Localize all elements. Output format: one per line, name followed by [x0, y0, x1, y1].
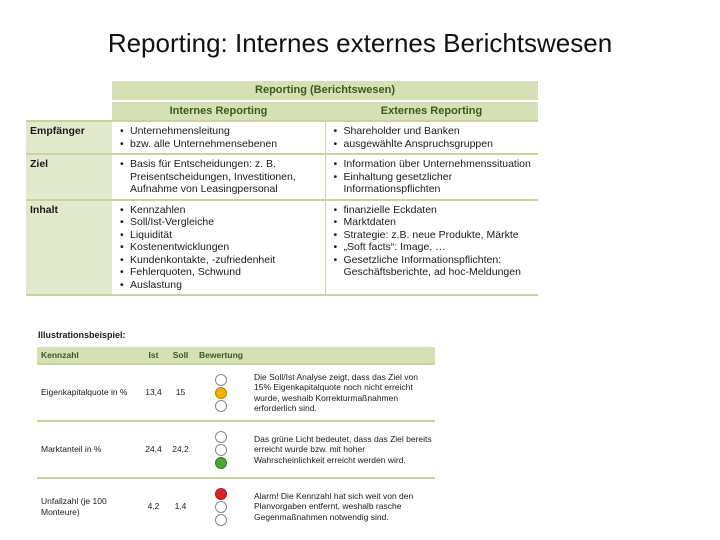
lamp-red-icon	[215, 374, 227, 386]
bullet-item: • ausgewählte Anspruchsgruppen	[333, 138, 535, 151]
bullet-item: • Liquidität	[119, 229, 321, 242]
table-row	[37, 477, 435, 534]
bewertung-cell	[194, 488, 248, 526]
bullet-list	[333, 204, 535, 279]
lamp-green-icon	[215, 514, 227, 526]
reporting-table	[26, 81, 538, 296]
table-row	[37, 363, 435, 420]
kennzahl-cell: Eigenkapitalquote in %	[41, 387, 128, 398]
cell-external	[326, 122, 539, 153]
kennzahl-cell: Unfallzahl (je 100 Monteure)	[41, 496, 107, 517]
bullet-item: • Marktdaten	[333, 216, 535, 229]
bullet-item: • bzw. alle Unternehmensebenen	[119, 138, 321, 151]
lamp-green-icon	[215, 457, 227, 469]
bullet-item: • finanzielle Eckdaten	[333, 204, 535, 217]
bullet-item: • Unternehmensleitung	[119, 125, 321, 138]
header-ist: Ist	[148, 350, 159, 360]
bewertung-cell	[194, 431, 248, 469]
reporting-table-column-headers	[112, 102, 538, 120]
comment-cell: Alarm! Die Kennzahl hat sich weit von den Planvorgaben entfernt, weshalb rasche Gegenmaßnahmen notwendig sind.	[254, 490, 414, 522]
header-soll: Soll	[172, 350, 189, 360]
ist-cell: 13,4	[145, 387, 162, 398]
reporting-table-title: Reporting (Berichtswesen)	[112, 81, 538, 102]
illustration-heading: Illustrationsbeispiel:	[38, 330, 126, 340]
cell-external	[326, 155, 539, 199]
lamp-red-icon	[215, 431, 227, 443]
header-bewertung: Bewertung	[199, 350, 243, 360]
table-row	[26, 199, 538, 297]
bullet-item: • Einhaltung gesetzlicher Informationspflichten	[333, 171, 535, 196]
column-header-internal: Internes Reporting	[169, 105, 268, 117]
cell-internal	[112, 122, 326, 153]
table-row	[26, 153, 538, 199]
column-header-external: Externes Reporting	[380, 105, 483, 117]
bullet-list	[119, 158, 321, 196]
soll-cell: 1,4	[174, 501, 187, 512]
bewertung-cell	[194, 374, 248, 412]
ist-cell: 24,4	[145, 444, 162, 455]
bullet-item: • Shareholder und Banken	[333, 125, 535, 138]
bullet-item: • Auslastung	[119, 279, 321, 292]
lamp-yellow-icon	[215, 444, 227, 456]
bullet-item: • Gesetzliche Informationspflichten: Geschäftsberichte, ad hoc-Meldungen	[333, 254, 535, 279]
header-comment	[248, 347, 435, 363]
cell-internal	[112, 155, 326, 199]
soll-cell: 24,2	[172, 444, 189, 455]
kennzahl-cell: Marktanteil in %	[41, 444, 102, 455]
row-label: Empfänger	[26, 122, 112, 153]
table-row	[26, 120, 538, 153]
bullet-item: • Kundenkontakte, -zufriedenheit	[119, 254, 321, 267]
traffic-light-icon	[194, 431, 248, 469]
lamp-yellow-icon	[215, 387, 227, 399]
bullet-list	[119, 125, 321, 150]
bullet-item: • Strategie: z.B. neue Produkte, Märkte	[333, 229, 535, 242]
bullet-item: • Information über Unternehmenssituation	[333, 158, 535, 171]
lamp-red-icon	[215, 488, 227, 500]
bullet-item: • Soll/Ist-Vergleiche	[119, 216, 321, 229]
comment-cell: Die Soll/Ist Analyse zeigt, dass das Ziel von 15% Eigenkapitalquote noch nicht erreicht wurde, weshalb Korrekturmaßnahmen erforderlich sind.	[254, 371, 418, 413]
comment-cell: Das grüne Licht bedeutet, dass das Ziel bereits erreicht wurde bzw. mit hoher Wahrscheinlichkeit erreicht werden wird.	[254, 433, 432, 465]
bullet-item: • Basis für Entscheidungen: z. B. Preisentscheidungen, Investitionen, Aufnahme von Leasingpersonal	[119, 158, 321, 196]
lamp-green-icon	[215, 400, 227, 412]
bullet-item: • Fehlerquoten, Schwund	[119, 266, 321, 279]
bullet-list	[119, 204, 321, 292]
row-label: Ziel	[26, 155, 112, 199]
ist-cell: 4,2	[147, 501, 160, 512]
traffic-light-icon	[194, 488, 248, 526]
bullet-item: • „Soft facts“: Image, …	[333, 241, 535, 254]
bullet-item: • Kostenentwicklungen	[119, 241, 321, 254]
bullet-list	[333, 125, 535, 150]
cell-external	[326, 201, 539, 295]
header-kennzahl: Kennzahl	[41, 350, 79, 360]
row-label: Inhalt	[26, 201, 112, 295]
slide-title: Reporting: Internes externes Berichtswesen	[107, 28, 613, 58]
illustration-table	[37, 347, 435, 530]
cell-internal	[112, 201, 326, 295]
illustration-table-header	[37, 347, 435, 363]
table-row	[37, 420, 435, 477]
bullet-list	[333, 158, 535, 196]
bullet-item: • Kennzahlen	[119, 204, 321, 217]
soll-cell: 15	[175, 387, 186, 398]
lamp-yellow-icon	[215, 501, 227, 513]
traffic-light-icon	[194, 374, 248, 412]
